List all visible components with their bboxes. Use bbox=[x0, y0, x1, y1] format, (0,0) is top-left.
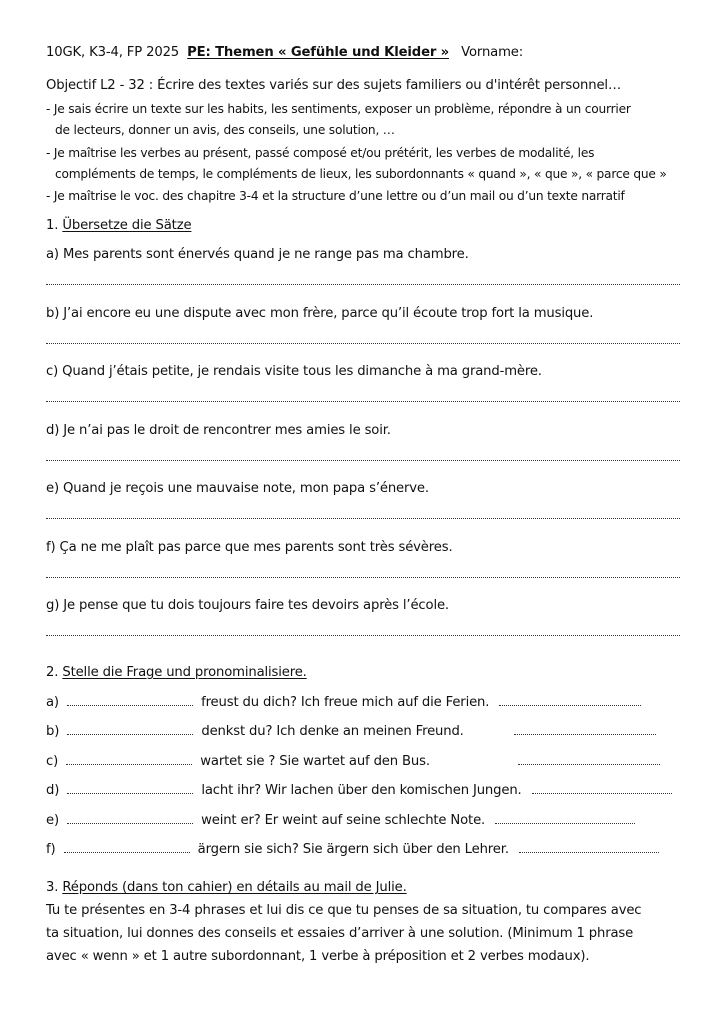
exercise3-title: Réponds (dans ton cahier) en détails au mail de Julie. bbox=[62, 880, 407, 895]
item-text: Quand je reçois une mauvaise note, mon papa s’énerve. bbox=[63, 481, 429, 496]
item-label: b) bbox=[46, 724, 60, 739]
exercise1-item-a bbox=[46, 246, 469, 264]
item-text: wartet sie ? Sie wartet auf den Bus. bbox=[200, 754, 430, 769]
exercise2-item-c bbox=[46, 752, 660, 771]
pronoun-blank[interactable] bbox=[518, 752, 660, 765]
exercise2-heading bbox=[46, 664, 307, 682]
exercise2-item-e bbox=[46, 811, 635, 830]
answer-line-f[interactable] bbox=[46, 575, 680, 578]
exercise2-item-d bbox=[46, 781, 672, 800]
exercise3-heading bbox=[46, 879, 407, 897]
exercise2-number: 2. bbox=[46, 665, 59, 680]
course-info: 10GK, K3-4, FP 2025 bbox=[46, 45, 180, 60]
objective-bullet: - Je maîtrise le voc. des chapitre 3-4 et la structure d’une lettre ou d’un mail ou d’un texte narratif bbox=[46, 189, 625, 203]
item-text: Je pense que tu dois toujours faire tes devoirs après l’école. bbox=[63, 598, 449, 613]
objective-bullet-cont: de lecteurs, donner un avis, des conseils, une solution, … bbox=[55, 123, 395, 137]
exercise1-item-c bbox=[46, 363, 542, 381]
pronoun-blank[interactable] bbox=[495, 811, 635, 824]
pronoun-blank[interactable] bbox=[514, 722, 656, 735]
item-label: e) bbox=[46, 813, 59, 828]
item-label: f) bbox=[46, 842, 56, 857]
question-word-blank[interactable] bbox=[67, 722, 193, 735]
exercise3-number: 3. bbox=[46, 880, 59, 895]
exercise3-instruction: ta situation, lui donnes des conseils et essaies d’arriver à une solution. (Minimum 1 phrase bbox=[46, 926, 634, 941]
exercise3-instruction: avec « wenn » et 1 autre subordonnant, 1 verbe à préposition et 2 verbes modaux). bbox=[46, 949, 590, 964]
pronoun-blank[interactable] bbox=[519, 840, 659, 853]
item-text: denkst du? Ich denke an meinen Freund. bbox=[201, 724, 464, 739]
pronoun-blank[interactable] bbox=[532, 781, 672, 794]
item-text: freust du dich? Ich freue mich auf die Ferien. bbox=[201, 695, 490, 710]
name-label: Vorname: bbox=[461, 45, 524, 60]
item-label: a) bbox=[46, 247, 59, 262]
item-text: weint er? Er weint auf seine schlechte Note. bbox=[201, 813, 486, 828]
item-text: J’ai encore eu une dispute avec mon frère, parce qu’il écoute trop fort la musique. bbox=[63, 306, 594, 321]
question-word-blank[interactable] bbox=[64, 840, 190, 853]
exercise1-item-e bbox=[46, 480, 429, 498]
question-word-blank[interactable] bbox=[66, 752, 192, 765]
exercise1-item-b bbox=[46, 305, 593, 323]
item-label: a) bbox=[46, 695, 59, 710]
item-label: c) bbox=[46, 754, 59, 769]
exercise1-item-d bbox=[46, 422, 391, 440]
item-text: lacht ihr? Wir lachen über den komischen Jungen. bbox=[201, 783, 522, 798]
question-word-blank[interactable] bbox=[67, 811, 193, 824]
item-text: Je n’ai pas le droit de rencontrer mes amies le soir. bbox=[63, 423, 391, 438]
item-text: Ça ne me plaît pas parce que mes parents sont très sévères. bbox=[59, 540, 453, 555]
item-label: d) bbox=[46, 423, 60, 438]
objective-bullet: - Je maîtrise les verbes au présent, passé composé et/ou prétérit, les verbes de modalité, les bbox=[46, 146, 595, 160]
answer-line-b[interactable] bbox=[46, 341, 680, 344]
answer-line-e[interactable] bbox=[46, 516, 680, 519]
item-text: ärgern sie sich? Sie ärgern sich über den Lehrer. bbox=[197, 842, 509, 857]
item-label: f) bbox=[46, 540, 56, 555]
question-word-blank[interactable] bbox=[67, 693, 193, 706]
item-text: Quand j’étais petite, je rendais visite tous les dimanche à ma grand-mère. bbox=[62, 364, 542, 379]
header-line bbox=[46, 44, 523, 62]
objective-title: Objectif L2 - 32 : Écrire des textes variés sur des sujets familiers ou d'intérêt personnel… bbox=[46, 78, 621, 93]
exercise1-item-g bbox=[46, 597, 449, 615]
exercise2-item-f bbox=[46, 840, 659, 859]
answer-line-a[interactable] bbox=[46, 282, 680, 285]
item-label: d) bbox=[46, 783, 60, 798]
objective-bullet: - Je sais écrire un texte sur les habits, les sentiments, exposer un problème, répondre à un courrier bbox=[46, 102, 631, 116]
item-label: e) bbox=[46, 481, 59, 496]
objective-bullet-cont: compléments de temps, le compléments de lieux, les subordonnants « quand », « que », « parce que » bbox=[55, 167, 667, 181]
item-text: Mes parents sont énervés quand je ne range pas ma chambre. bbox=[62, 247, 469, 262]
exercise1-title: Übersetze die Sätze bbox=[62, 218, 192, 233]
exercise2-item-b bbox=[46, 722, 656, 741]
worksheet-title: PE: Themen « Gefühle und Kleider » bbox=[187, 45, 450, 60]
answer-line-d[interactable] bbox=[46, 458, 680, 461]
item-label: b) bbox=[46, 306, 60, 321]
exercise2-item-a bbox=[46, 693, 641, 712]
exercise2-title: Stelle die Frage und pronominalisiere. bbox=[62, 665, 307, 680]
answer-line-c[interactable] bbox=[46, 399, 680, 402]
pronoun-blank[interactable] bbox=[499, 693, 641, 706]
exercise1-heading bbox=[46, 217, 191, 235]
exercise3-instruction: Tu te présentes en 3-4 phrases et lui dis ce que tu penses de sa situation, tu compares avec bbox=[46, 903, 642, 918]
exercise1-number: 1. bbox=[46, 218, 59, 233]
exercise1-item-f bbox=[46, 539, 452, 557]
answer-line-g[interactable] bbox=[46, 633, 680, 636]
item-label: g) bbox=[46, 598, 60, 613]
question-word-blank[interactable] bbox=[67, 781, 193, 794]
item-label: c) bbox=[46, 364, 59, 379]
